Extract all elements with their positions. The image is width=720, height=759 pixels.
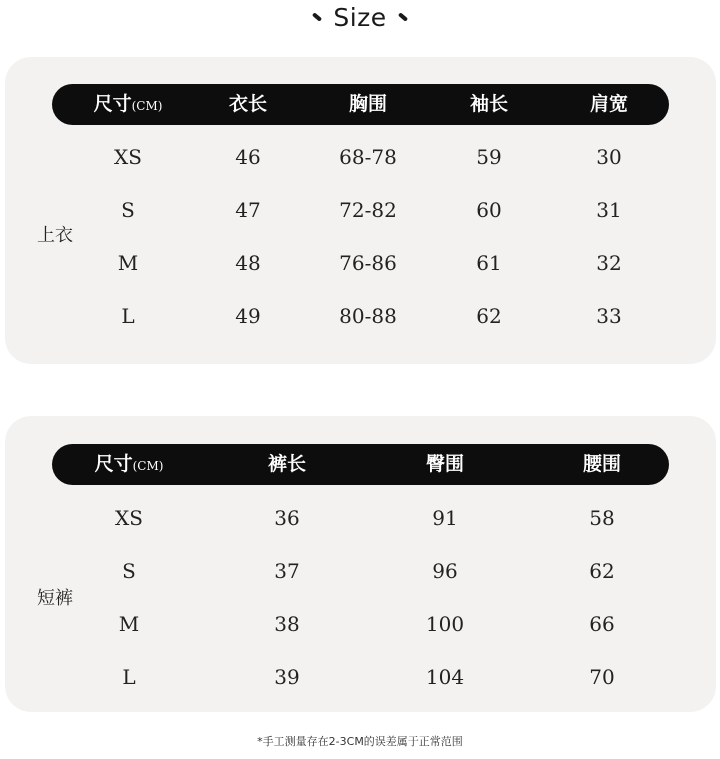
table-cell: 96: [432, 559, 458, 583]
table-cell-size: S: [121, 198, 135, 222]
table-cell-size: S: [122, 559, 136, 583]
tops-size-table: [5, 57, 716, 364]
size-title-row: [0, 0, 720, 34]
measurement-footnote: *手工测量存在2-3CM的误差属于正常范围: [257, 735, 463, 748]
table-cell-size: M: [118, 612, 140, 636]
shorts-header-bar: [52, 444, 669, 485]
table-cell: 70: [589, 665, 615, 689]
table-cell: 49: [235, 304, 261, 328]
table-cell: 72-82: [339, 198, 397, 222]
table-cell: 36: [274, 506, 300, 530]
table-cell-size: M: [117, 251, 139, 275]
table-cell-size: XS: [115, 506, 143, 530]
page-title: Size: [333, 2, 387, 32]
table-cell: 33: [596, 304, 622, 328]
table-cell: 66: [589, 612, 615, 636]
table-cell: 91: [432, 506, 458, 530]
header-hip: 臀围: [425, 453, 465, 475]
category-label-tops: 上衣: [37, 225, 73, 246]
decorative-tick-icon: [398, 12, 408, 21]
table-cell: 58: [589, 506, 615, 530]
table-cell: 76-86: [339, 251, 397, 275]
table-cell-size: XS: [114, 145, 142, 169]
table-cell: 30: [596, 145, 622, 169]
header-waist: 腰围: [582, 453, 622, 475]
table-cell: 59: [476, 145, 502, 169]
header-length: 衣长: [228, 93, 268, 115]
header-size: 尺寸(CM): [93, 93, 163, 115]
table-cell: 48: [235, 251, 261, 275]
table-cell: 104: [425, 665, 465, 689]
table-cell: 46: [235, 145, 261, 169]
table-cell: 80-88: [339, 304, 397, 328]
shorts-size-table: [5, 416, 716, 712]
table-cell-size: L: [121, 304, 135, 328]
table-cell-size: L: [122, 665, 136, 689]
table-cell: 68-78: [339, 145, 397, 169]
table-cell: 32: [596, 251, 622, 275]
tops-header-bar: [52, 84, 669, 125]
table-cell: 37: [274, 559, 300, 583]
header-shoulder: 肩宽: [589, 93, 629, 115]
table-cell: 100: [425, 612, 465, 636]
header-pants-length: 裤长: [267, 453, 307, 475]
header-size: 尺寸(CM): [94, 453, 164, 475]
table-cell: 60: [476, 198, 502, 222]
table-cell: 31: [596, 198, 622, 222]
table-cell: 61: [476, 251, 502, 275]
header-sleeve: 袖长: [469, 93, 509, 115]
table-cell: 38: [274, 612, 300, 636]
table-cell: 62: [476, 304, 502, 328]
decorative-tick-icon: [312, 12, 322, 21]
header-chest: 胸围: [348, 93, 388, 115]
table-cell: 39: [274, 665, 300, 689]
table-cell: 47: [235, 198, 261, 222]
table-cell: 62: [589, 559, 615, 583]
category-label-shorts: 短裤: [37, 588, 73, 609]
